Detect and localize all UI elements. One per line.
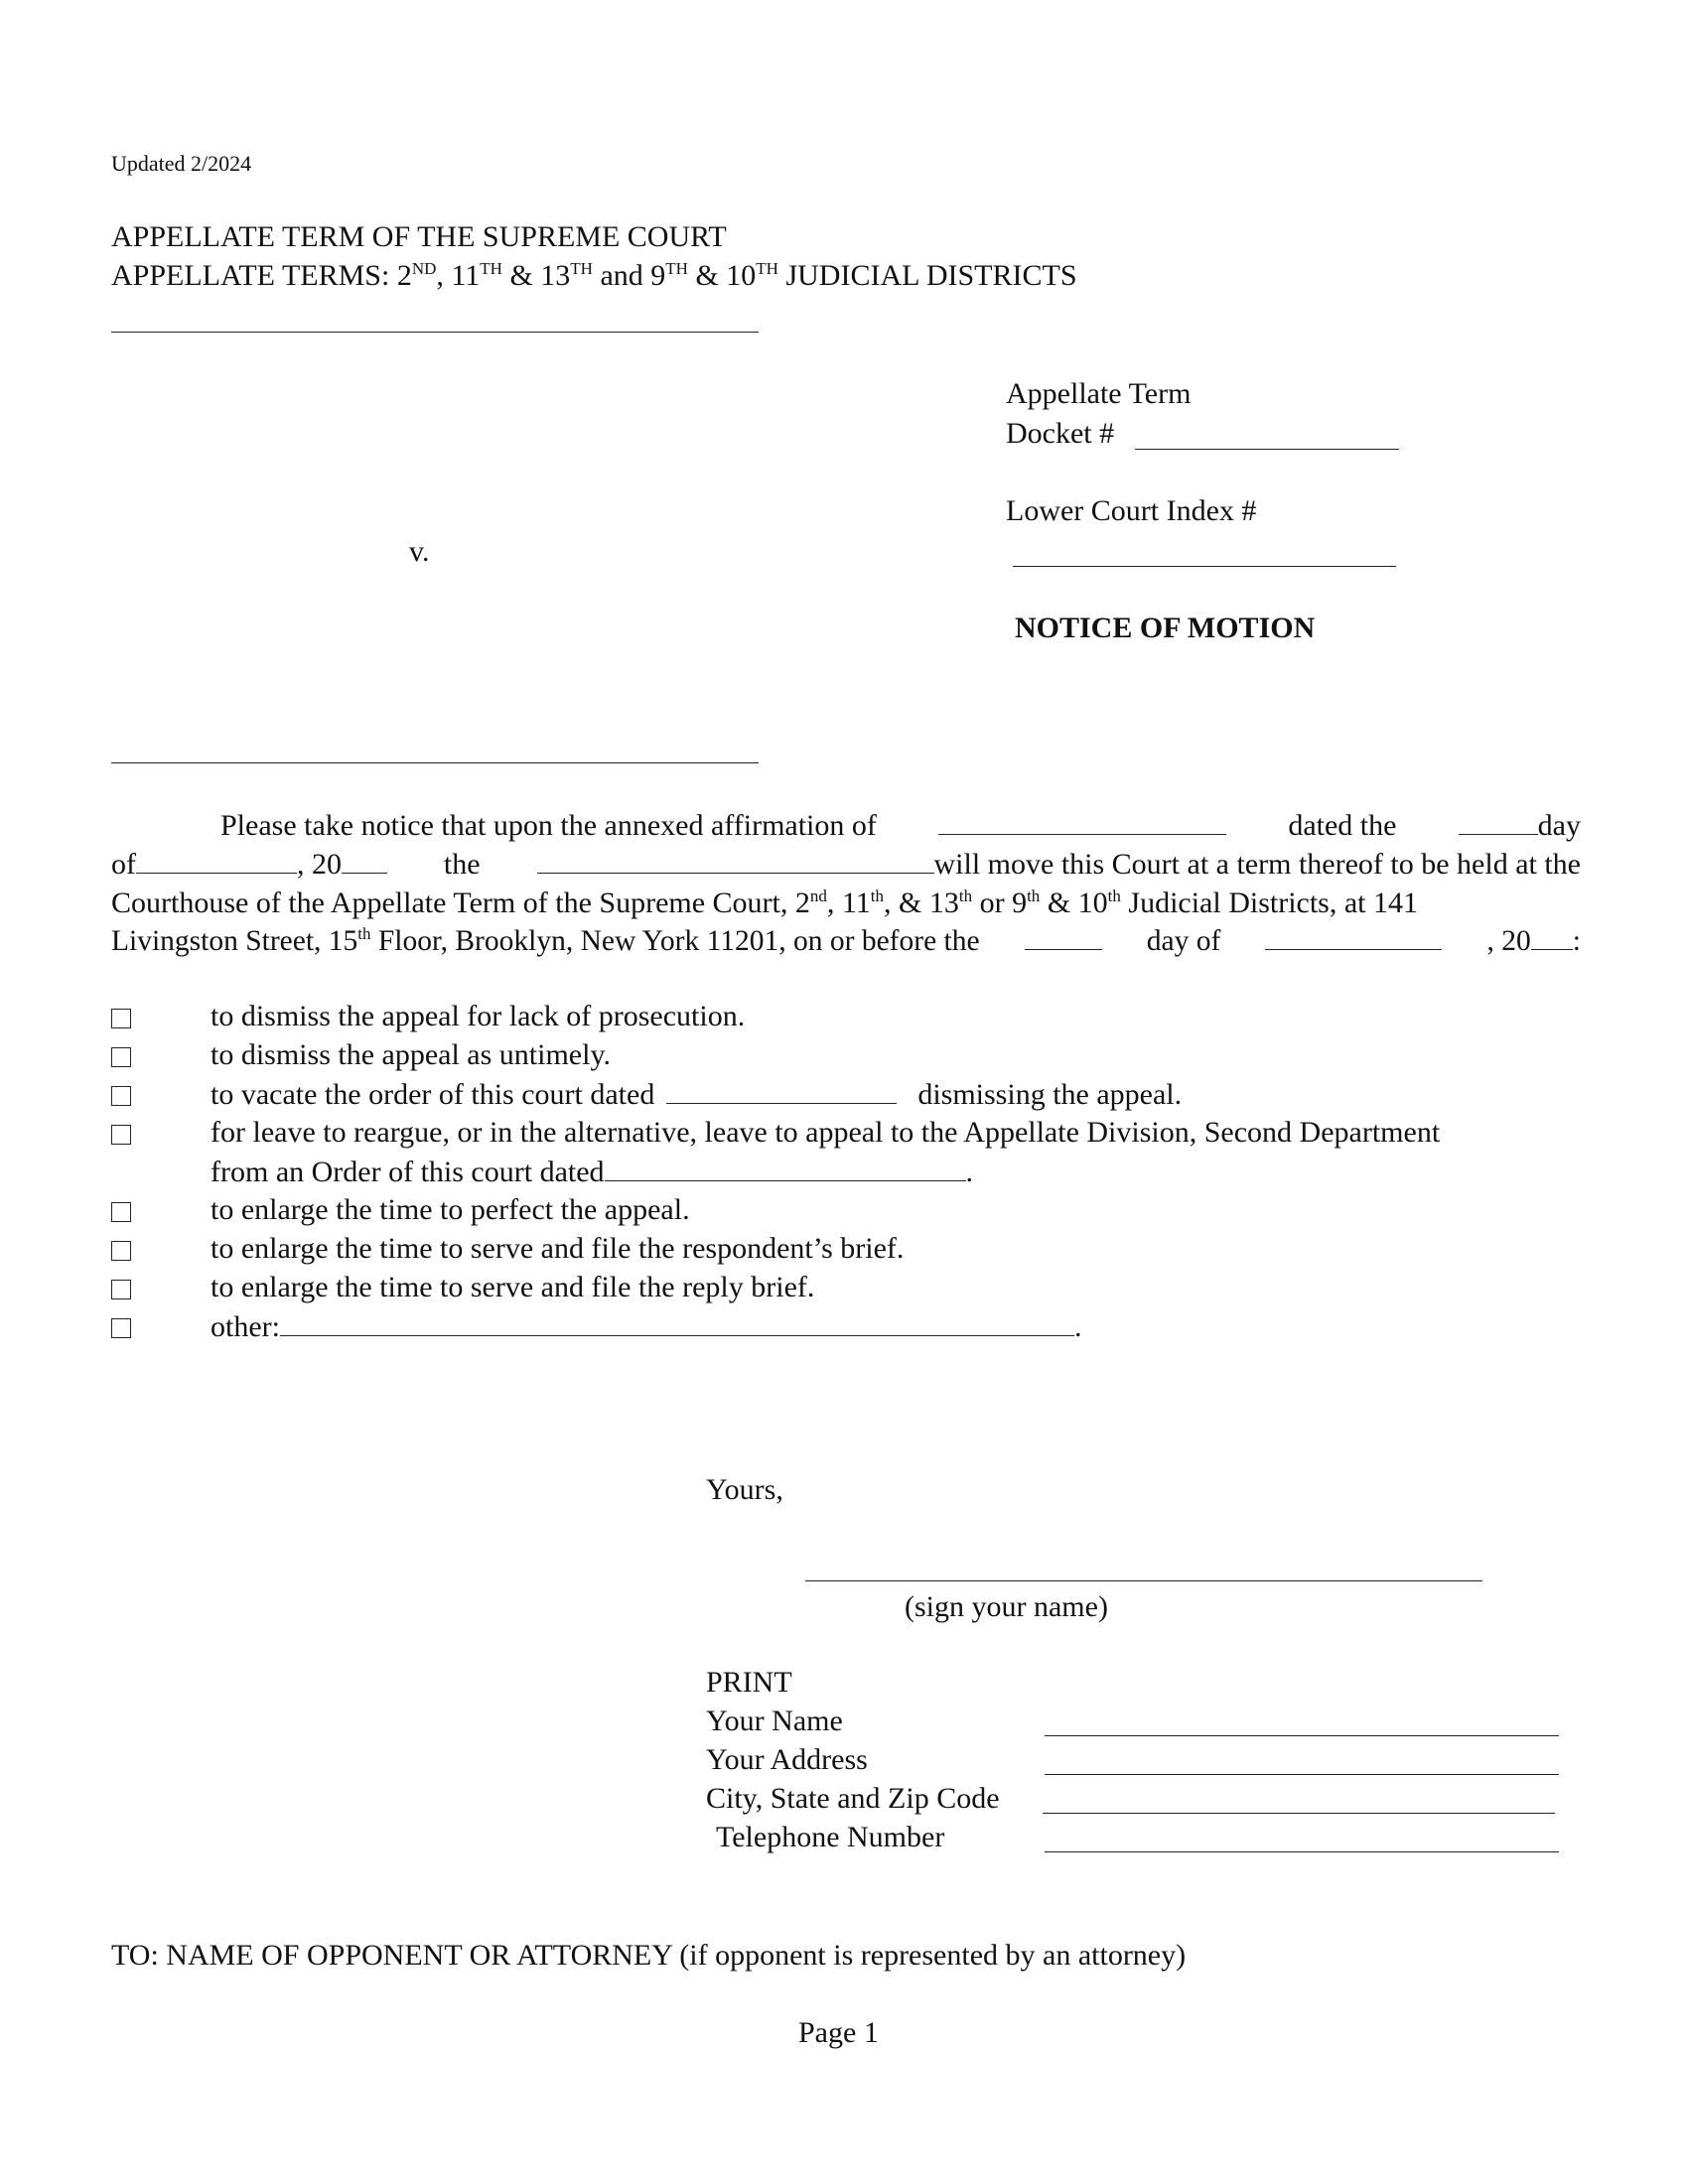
checkbox-vacate-order[interactable] — [111, 1086, 131, 1106]
return-year-field[interactable] — [1531, 923, 1573, 950]
address-field[interactable] — [1045, 1774, 1559, 1775]
closing: Yours, — [706, 1473, 783, 1506]
affirmation-month-field[interactable] — [136, 847, 297, 874]
option-enlarge-respondent: to enlarge the time to serve and file the respondent’s brief. — [211, 1232, 905, 1265]
vacate-date-field[interactable] — [666, 1077, 897, 1104]
defendant-name-line[interactable] — [111, 762, 759, 763]
name-label: Your Name — [706, 1705, 843, 1737]
page-number: Page 1 — [798, 2016, 879, 2049]
updated-date: Updated 2/2024 — [111, 151, 252, 176]
signature-line[interactable] — [805, 1580, 1482, 1581]
document-title: NOTICE OF MOTION — [1015, 612, 1316, 644]
option-reargue: for leave to reargue, or in the alternative, leave to appeal to the Appellate Division, Second Department — [211, 1116, 1441, 1149]
court-title: APPELLATE TERM OF THE SUPREME COURT — [111, 220, 727, 253]
option-enlarge-perfect: to enlarge the time to perfect the appeal. — [211, 1193, 690, 1226]
return-day-field[interactable] — [1025, 923, 1102, 950]
signature-label: (sign your name) — [905, 1590, 1108, 1623]
option-vacate-order: to vacate the order of this court dated dismissing the appeal. — [211, 1078, 1183, 1111]
other-field[interactable] — [280, 1309, 1074, 1336]
option-reargue-cont: from an Order of this court dated . — [211, 1156, 974, 1188]
checkbox-dismiss-untimely[interactable] — [111, 1047, 131, 1067]
name-field[interactable] — [1045, 1735, 1559, 1736]
phone-field[interactable] — [1045, 1851, 1559, 1852]
reargue-date-field[interactable] — [605, 1155, 966, 1181]
to-line: TO: NAME OF OPPONENT OR ATTORNEY (if opponent is represented by an attorney) — [111, 1939, 1187, 1972]
notice-paragraph: Please take notice that upon the annexed affirmation of dated the day of , 20 the will move this Court at a term thereof to be held at the Courthouse of the Appellate Term of the Supreme Court, 2nd, 11th, & 13th or 9th & 10th Judicial Districts, at 141 Livingston Street, 15th Floor, Brooklyn, New York 11201, on or before the day of , 20 : — [111, 809, 1581, 957]
plaintiff-name-line[interactable] — [111, 332, 759, 333]
checkbox-enlarge-reply[interactable] — [111, 1280, 131, 1299]
affirmation-day-field[interactable] — [1459, 808, 1538, 835]
address-label: Your Address — [706, 1743, 868, 1776]
option-dismiss-prosecution: to dismiss the appeal for lack of prosecution. — [211, 1000, 746, 1032]
option-enlarge-reply: to enlarge the time to serve and file the reply brief. — [211, 1271, 815, 1303]
affirmant-field[interactable] — [938, 808, 1226, 835]
checkbox-enlarge-respondent[interactable] — [111, 1241, 131, 1261]
index-label: Lower Court Index # — [1006, 494, 1257, 527]
docket-number-label: Docket # — [1006, 417, 1115, 450]
court-districts: APPELLATE TERMS: 2ND, 11TH & 13TH and 9TH & 10TH JUDICIAL DISTRICTS — [111, 259, 1077, 292]
checkbox-dismiss-prosecution[interactable] — [111, 1009, 131, 1028]
versus-label: v. — [409, 535, 430, 568]
return-month-field[interactable] — [1265, 923, 1442, 950]
option-dismiss-untimely: to dismiss the appeal as untimely. — [211, 1038, 611, 1071]
checkbox-reargue[interactable] — [111, 1125, 131, 1145]
city-label: City, State and Zip Code — [706, 1782, 1000, 1815]
docket-label: Appellate Term — [1006, 377, 1192, 410]
checkbox-enlarge-perfect[interactable] — [111, 1202, 131, 1222]
city-field[interactable] — [1043, 1813, 1555, 1814]
option-other: other: . — [211, 1310, 1082, 1343]
movant-field[interactable] — [537, 847, 934, 874]
affirmation-year-field[interactable] — [342, 847, 387, 874]
docket-number-field[interactable] — [1135, 449, 1399, 450]
index-number-field[interactable] — [1013, 566, 1396, 567]
print-label: PRINT — [706, 1666, 792, 1699]
checkbox-other[interactable] — [111, 1318, 131, 1338]
phone-label: Telephone Number — [716, 1821, 945, 1853]
